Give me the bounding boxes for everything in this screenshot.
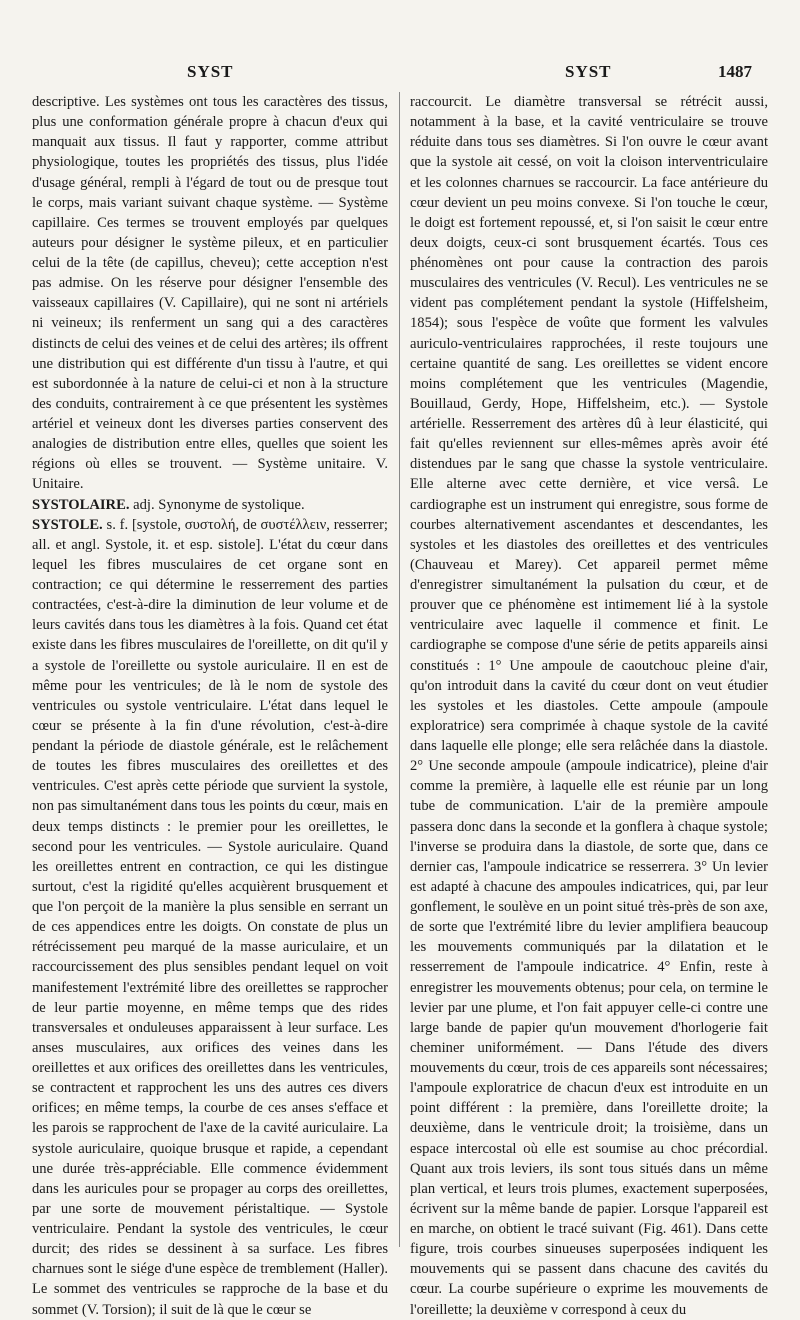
systeme-continuation: descriptive. Les systèmes ont tous les caractères des tissus, plus une conformation générale propre à chacun d'eux qui manquait aux tissus. Il faut y rapporter, comme attribut physiologique, toutes les propriétés des tissus, plus l'idée d'usage général, rempli à l'égard de tout ou de presque tout le corps, mais variant suivant chaque système. — Système capillaire. Ces termes se trouvent employés par quelques auteurs pour désigner le système pileux, et en particulier celui de la tête (de capillus, cheveu); cette acception n'est pas admise. On les réserve pour désigner l'ensemble des vaisseaux capillaires (V. Capillaire), qui ne sont ni artériels ni veineux; ils renferment un sang qui a des caractères distincts de celui des veines et de celui des artères; ils offrent une distribution qui est différente d'un tissu à l'autre, et qui est subordonnée à la nature de celui-ci et non à la structure des conduits, contrairement à ce que présentent les systèmes artériel et veineux dont les diverses parties conservent des analogies de distribution entre elles, quelles que soient les régions où elles se trouvent. — Système unitaire. V. Unitaire. (32, 94, 388, 493)
entry-headword-systolaire: SYSTOLAIRE. (32, 496, 130, 513)
header-left-word: SYST (187, 62, 234, 81)
header-right-word: SYST (565, 62, 612, 81)
running-header (0, 62, 800, 86)
entry-body-systole: s. f. [systole, συστολή, de συστέλλειν, resserrer; all. et angl. Systole, it. et esp. sistole]. L'état du cœur dans lequel les fibres musculaires de cet organe sont en contraction; ce qui détermine le resserrement des parties contractées, c'est-à-dire la diminution de leur volume et de leurs cavités dans tous les diamètres à la fois. Quand cet état existe dans les fibres musculaires de l'oreillette, on dit qu'il y a systole de l'oreillette ou systole auriculaire. Il en est de même pour les ventricules; de là le nom de systole des ventricules ou systole ventriculaire. L'état dans lequel le cœur se présente à la fin d'une révolution, c'est-à-dire pendant la période de diastole générale, est le relâchement de toutes les fibres musculaires des oreillettes et des ventricules. C'est après cette période que survient la systole, non pas simultanément dans tous les points du cœur, mais en deux temps distincts : le premier pour les oreillettes, le second pour les ventricules. — Systole auriculaire. Quand les oreillettes entrent en contraction, ce qui les distingue surtout, c'est la rigidité qu'elles acquièrent brusquement et que l'on perçoit de la manière la plus sensible en serrant un de ces appendices entre les doigts. On constate de plus un rétrécissement peu marqué de la masse auriculaire, et un raccourcissement des plus sensibles pendant lequel on voit manifestement l'extrémité libre des oreillettes se rapprocher de leur partie moyenne, en même temps que des rides transversales et onduleuses apparaissent à leur surface. Les anses musculaires, aux orifices des veines dans les oreillettes et aux orifices des oreillettes dans les ventricules, se contractent et rapprochent les uns des autres ces divers orifices; en même temps, la courbe de ces anses s'efface et les parois se rapprochent de l'axe de la cavité auriculaire. La systole auriculaire, quoique brusque et rapide, a cependant une durée très-appréciable. Elle commence évidemment dans les auricules pour se propager au corps des oreillettes, par une sorte de mouvement péristaltique. — Systole ventriculaire. Pendant la systole des ventricules, le cœur durcit; des rides se dessinent à sa surface. Les fibres charnues sont le siége d'une espèce de tremblement (Haller). Le sommet des ventricules se rapproche de la base et du sommet (V. Torsion); il suit de là que le cœur se (32, 516, 388, 1318)
column-divider (399, 92, 400, 1247)
entry-systolaire (32, 495, 388, 515)
page-number: 1487 (718, 62, 752, 81)
right-column (410, 92, 768, 1320)
left-column (32, 92, 388, 1320)
entry-body-systolaire: adj. Synonyme de systolique. (133, 496, 305, 513)
entry-systole (32, 515, 388, 1320)
entry-headword-systole: SYSTOLE. (32, 516, 103, 533)
systole-continuation: raccourcit. Le diamètre transversal se rétrécit aussi, notamment à la base, et la cavité ventriculaire se trouve réduite dans tous ses diamètres. Si l'on ouvre le cœur avant que la systole ait cessé, on voit la cloison interventriculaire et les colonnes charnues se raccourcir. La face antérieure du cœur devient un peu moins convexe. Si l'on touche le cœur, le doigt est fortement repoussé, et, si l'on saisit le cœur entre deux doigts, ceux-ci sont brusquement écartés. Tous ces phénomènes ont pour cause la contraction des parois musculaires des ventricules (V. Recul). Les ventricules ne se vident pas complétement pendant la systole (Hiffelsheim, 1854); sous l'espèce de voûte que forment les valvules auriculo-ventriculaires rapprochées, il reste toujours une certaine quantité de sang. Les oreillettes se vident encore moins complétement que les ventricules (Magendie, Bouillaud, Gerdy, Hope, Hiffelsheim, etc.). — Systole artérielle. Resserrement des artères dû à leur élasticité, qui fait qu'elles reviennent sur elles-mêmes après avoir été distendues par le sang que chasse la systole ventriculaire. Elle alterne avec cette dernière, et vice versâ. Le cardiographe est un instrument qui enregistre, sous forme de courbes alternativement ascendantes et descendantes, les systoles et les diastoles des oreillettes et des ventricules (Chauveau et Marey). Cet appareil permet même d'enregistrer simultanément la pulsation du cœur, et de prouver que ce phénomène est intimement lié à la systole ventriculaire avec laquelle il commence et finit. Le cardiographe se compose d'une série de petits appareils ainsi constitués : 1° Une ampoule de caoutchouc pleine d'air, qu'on introduit dans la cavité du cœur dont on veut étudier les systoles et les diastoles. Cette ampoule (ampoule exploratrice) sera comprimée à chaque systole de la cavité dans laquelle elle plonge; elle sera relâchée dans la diastole. 2° Une seconde ampoule (ampoule indicatrice), pleine d'air comme la première, à laquelle elle est réunie par un long tube de communication. L'air de la première ampoule passera donc dans la seconde et la gonflera à chaque systole; l'inverse se produira dans la diastole, de sorte que, dans ce dernier cas, l'ampoule indicatrice se resserrera. 3° Un levier est adapté à chacune des ampoules indicatrices, qui, par leur gonflement, le soulève en un point situé très-près de son axe, de sorte que l'extrémité libre du levier amplifiera beaucoup les mouvements communiqués par la dilatation et le resserrement de l'ampoule indicatrice. 4° Enfin, reste à enregistrer les mouvements obtenus; pour cela, on termine le levier par une plume, et l'on fait appuyer celle-ci contre une large bande de papier qu'un mouvement d'horlogerie fait cheminer uniformément. — Dans l'étude des divers mouvements du cœur, trois de ces appareils sont nécessaires; l'ampoule exploratrice de chacun d'eux est introduite en un point différent : la première, dans l'oreillette droite; la deuxième, dans le ventricule droit; la troisième, dans un espace intercostal où elle est soumise au choc précordial. Quant aux trois leviers, ils sont tous situés dans un même plan vertical, et leurs trois plumes, exactement superposées, écrivent sur la même bande de papier. Lorsque l'appareil est en marche, on obtient le tracé suivant (Fig. 461). Dans cette figure, trois courbes sinueuses superposées indiquent les mouvements qui se passent dans chacune des cavités du cœur. La courbe supérieure o exprime les mouvements de l'oreillette; la deuxième v correspond à ceux du (410, 94, 768, 1318)
